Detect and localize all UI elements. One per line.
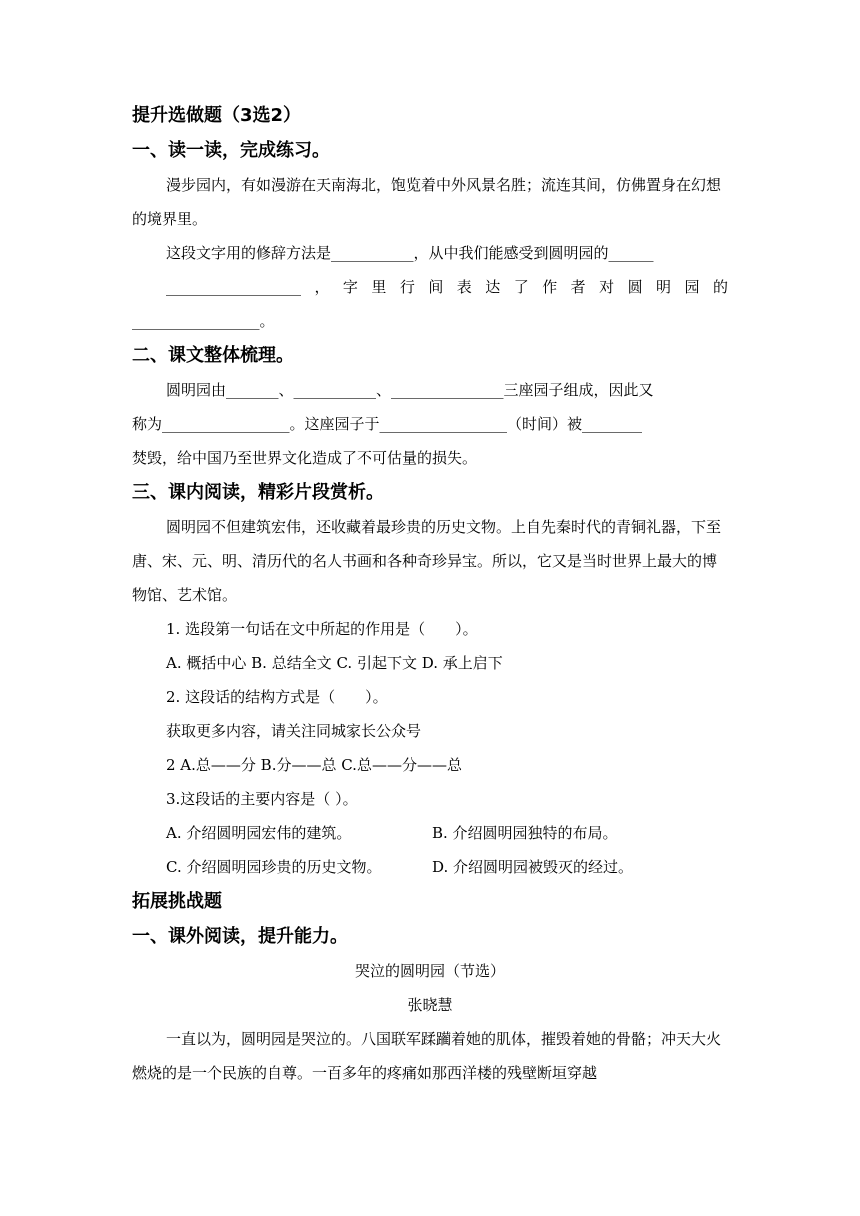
- q3-sub3-option-b: B. 介绍圆明园独特的布局。: [432, 824, 618, 842]
- q3-sub3: 3.这段话的主要内容是（ ）。: [166, 790, 358, 808]
- q1-fill-line2: __________________，字里行间表达了作者对圆明园的: [166, 278, 728, 296]
- q1-title: 一、读一读，完成练习。: [132, 140, 330, 161]
- q3-notice: 获取更多内容，请关注同城家长公众号: [166, 722, 422, 740]
- q3-sub3-row2: [132, 850, 728, 884]
- q3-sub3-option-a: A. 介绍圆明园宏伟的建筑。: [166, 824, 352, 842]
- q3-passage: 圆明园不但建筑宏伟，还收藏着最珍贵的历史文物。上自先秦时代的青铜礼器，下至唐、宋、元、明、清历代的名人书画和各种奇珍异宝。所以，它又是当时世界上最大的博物馆、艺术馆。: [132, 518, 722, 604]
- worksheet-content: [132, 98, 728, 1090]
- q2-line3: 焚毁，给中国乃至世界文化造成了不可估量的损失。: [132, 449, 478, 467]
- section-extend-heading: 拓展挑战题: [132, 891, 222, 912]
- article-passage: 一直以为，圆明园是哭泣的。八国联军蹂躏着她的肌体，摧毁着她的骨骼；冲天大火燃烧的是一个民族的自尊。一百多年的疼痛如那西洋楼的残壁断垣穿越: [132, 1030, 722, 1082]
- section-improve-heading: 提升选做题（3选2）: [132, 105, 302, 126]
- article-title: 哭泣的圆明园（节选）: [354, 962, 505, 980]
- q4-title: 一、课外阅读，提升能力。: [132, 926, 348, 947]
- q1-passage: 漫步园内，有如漫游在天南海北，饱览着中外风景名胜；流连其间，仿佛置身在幻想的境界里。: [132, 176, 722, 228]
- q3-sub3-option-c: C. 介绍圆明园珍贵的历史文物。: [166, 858, 382, 876]
- q3-sub2-options: 2 A.总——分 B.分——总 C.总——分——总: [166, 756, 462, 774]
- q3-title: 三、课内阅读，精彩片段赏析。: [132, 482, 384, 503]
- q2-line1: 圆明园由_______、___________、_______________三座园子组成，因此又: [166, 381, 654, 399]
- q1-fill-line3: _________________。: [132, 312, 275, 330]
- q3-sub1: 1. 选段第一句话在文中所起的作用是（ ）。: [166, 620, 478, 638]
- q3-sub3-row1: [132, 816, 728, 850]
- q3-sub2: 2. 这段话的结构方式是（ ）。: [166, 688, 388, 706]
- q3-sub1-options: A. 概括中心 B. 总结全文 C. 引起下文 D. 承上启下: [166, 654, 503, 672]
- q1-fill-line1: 这段文字用的修辞方法是___________，从中我们能感受到圆明园的______: [166, 244, 654, 262]
- q2-line2: 称为_________________。这座园子于_________________（时间）被________: [132, 415, 643, 433]
- article-author: 张晓慧: [407, 996, 453, 1014]
- q3-sub3-option-d: D. 介绍圆明园被毁灭的经过。: [432, 858, 634, 876]
- q2-title: 二、课文整体梳理。: [132, 345, 294, 366]
